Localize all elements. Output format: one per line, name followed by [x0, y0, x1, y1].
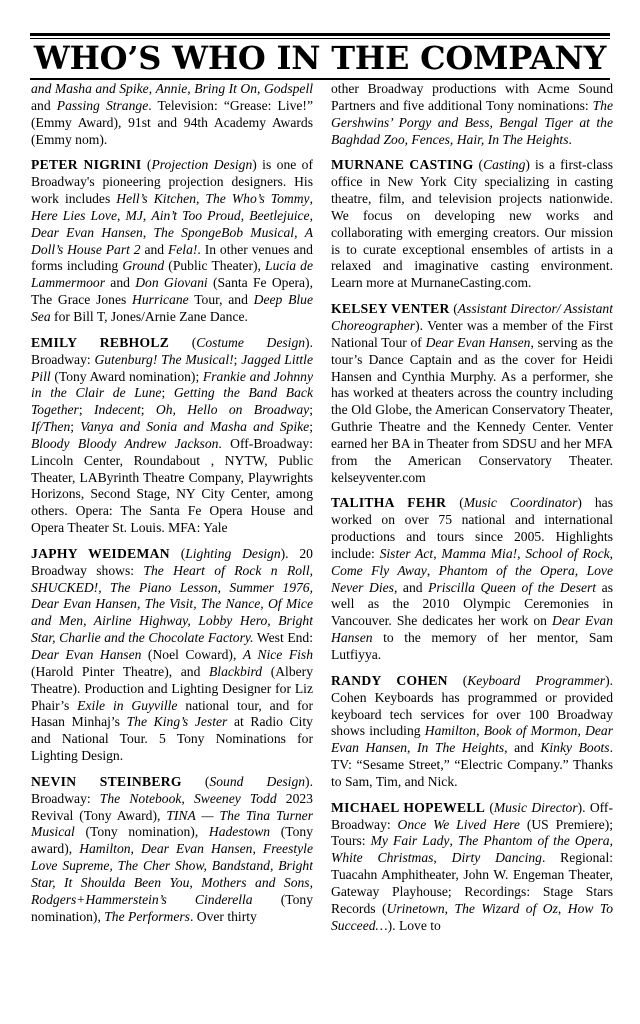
- bio-italic-text: Gutenburg! The Musical!: [94, 351, 234, 367]
- bio-italic-text: Dear Evan Hansen: [425, 334, 531, 350]
- bio-text: (US Premiere); Tours:: [331, 816, 613, 849]
- bio-italic-text: The Gershwins’ Porgy and Bess, Bengal Tiger at the Baghdad Zoo, Fences, Hair, In The Heights: [331, 97, 613, 147]
- bio-text: West End:: [253, 630, 313, 646]
- bio-italic-text: Lucia de Lammermoor: [31, 258, 313, 291]
- bio-text: ) is one of Broadway's pioneering projection designers. His work includes: [31, 157, 313, 207]
- bio-text: ,: [142, 207, 152, 223]
- bio-entry: [31, 335, 313, 537]
- bio-italic-text: Passing Strange: [56, 97, 149, 113]
- bio-text: ,: [187, 81, 195, 96]
- bio-text: (Albery Theatre). Production and Lighting Designer for Liz Phair’s: [31, 663, 313, 713]
- bio-italic-text: and Masha and Spike: [31, 81, 149, 96]
- bio-entry: [331, 81, 613, 148]
- bio-entry: [331, 495, 613, 663]
- bio-name: MURNANE CASTING: [331, 157, 474, 173]
- bio-italic-text: The King’s Jester: [126, 714, 228, 730]
- bio-italic-text: Lighting Design: [185, 545, 281, 561]
- bio-italic-text: Jagged Little Pill: [31, 351, 313, 384]
- bio-text: ). Love to: [387, 917, 441, 933]
- bio-italic-text: School of Rock: [525, 545, 610, 561]
- bio-italic-text: Hadestown: [208, 824, 271, 840]
- bio-text: (: [485, 799, 494, 815]
- bio-italic-text: In The Heights: [417, 740, 505, 756]
- bio-italic-text: Fela!: [167, 241, 198, 257]
- page-title: WHO’S WHO IN THE COMPANY: [33, 39, 607, 77]
- bio-text: (: [473, 157, 484, 173]
- bio-text: and: [105, 275, 136, 291]
- bio-entry: [331, 157, 613, 292]
- bio-italic-text: Come Fly Away: [331, 562, 427, 578]
- bio-text: ,: [433, 545, 442, 561]
- bio-entry: [331, 673, 613, 791]
- bio-text: ,: [574, 562, 587, 578]
- bio-text: (Tony nomination),: [74, 824, 209, 840]
- bio-text: ,: [148, 81, 156, 96]
- bio-italic-text: Deep Blue Sea: [31, 292, 313, 324]
- bio-italic-text: Ground: [122, 258, 165, 274]
- bio-italic-text: Mamma Mia!: [441, 545, 518, 561]
- bio-text: ,: [426, 562, 439, 578]
- bio-text: ;: [70, 419, 81, 435]
- bio-italic-text: Hell’s Kitchen: [116, 191, 197, 207]
- header-rule-thick: [30, 33, 610, 36]
- bio-text: ). Off-Broadway:: [331, 799, 613, 832]
- bio-name: TALITHA FEHR: [331, 495, 447, 511]
- bio-italic-text: Sound Design: [209, 773, 306, 789]
- bio-name: KELSEY VENTER: [331, 301, 450, 317]
- bio-text: ;: [78, 402, 94, 418]
- bio-text: , and: [504, 740, 541, 756]
- bio-italic-text: Costume Design: [196, 334, 306, 350]
- bio-text: Tour, and: [188, 292, 254, 308]
- bio-italic-text: Music Director: [493, 799, 578, 815]
- bio-italic-text: Assistant Director/ Assistant Choreographer: [331, 301, 613, 333]
- bio-text: (Public Theater),: [164, 258, 266, 274]
- bio-text: . Regional: Tuacahn Amphitheater, John W. Engeman Theater, Gateway Playhouse; Recordings: Stage Stars Records (: [331, 850, 613, 916]
- bio-italic-text: Here Lies Love: [31, 207, 117, 223]
- bio-italic-text: MJ: [125, 207, 143, 223]
- bio-text: . Television: “Grease: Live!” (Emmy Award), 91st and 94th Academy Awards (Emmy nom).: [31, 97, 313, 147]
- bio-text: ,: [117, 207, 126, 223]
- bio-text: ). Venter was a member of the First National Tour of: [331, 317, 613, 350]
- bio-text: ,: [517, 545, 526, 561]
- bio-text: ,: [476, 723, 484, 739]
- bio-italic-text: The Wizard of Oz: [454, 900, 558, 916]
- bio-text: (Tony Award nomination);: [50, 368, 203, 384]
- bio-text: .: [568, 131, 572, 147]
- bio-italic-text: Oh, Hello on Broadway: [155, 402, 310, 418]
- bio-text: ,: [142, 224, 154, 240]
- bio-text: . Off-Broadway: Lincoln Center, Roundabout , NYTW, Public Theater, LAByrinth Theatre Company, Playwrights Horizons, Second Stage, NY City Center, among others. Opera: The Santa Fe Opera House and Opera Theater St. Louis. MFA: Yale: [31, 435, 313, 536]
- bio-italic-text: Once We Lived Here: [397, 816, 520, 832]
- bio-italic-text: How To Succeed…: [331, 900, 613, 933]
- bio-entry: [331, 301, 613, 486]
- bio-text: ,: [257, 81, 264, 96]
- bio-italic-text: Music Coordinator: [463, 495, 578, 511]
- bio-text: ) has worked on over 75 national and international productions and tours since 2005. Highlights include:: [331, 495, 613, 561]
- bio-text: ;: [233, 351, 242, 367]
- bio-text: ) is a first-class office in New York City specializing in casting theatre, film, and television projects nationwide. We focus on developing new works and collaborating with emerging creators. Our mission is to curate exceptional ensembles of artists in a relaxed and imaginative casting environment. Learn more at MurnaneCasting.com.: [331, 157, 613, 291]
- bio-text: ,: [609, 833, 613, 849]
- bio-text: 2023 Revival (Tony Award),: [31, 790, 313, 823]
- bio-italic-text: Keyboard Programmer: [467, 672, 606, 688]
- bio-name: PETER NIGRINI: [31, 157, 142, 173]
- bio-italic-text: Blackbird: [209, 663, 263, 679]
- bio-entry: [31, 774, 313, 926]
- bio-text: (Tony nomination),: [31, 891, 313, 924]
- bio-italic-text: A Nice Fish: [242, 647, 313, 662]
- bio-text: . TV: “Sesame Street,” “Electric Company.” Thanks to Sam, Tim, and Nick.: [331, 740, 613, 789]
- bio-italic-text: The Performers: [104, 908, 190, 924]
- bio-text: other Broadway productions with Acme Sound Partners and five additional Tony nominations:: [331, 81, 613, 113]
- bio-text: ,: [433, 850, 452, 866]
- bio-text: (Noel Coward),: [141, 647, 243, 662]
- bio-italic-text: Exile in Guyville: [77, 697, 178, 713]
- bio-italic-text: Bloody Bloody Andrew Jackson: [31, 435, 219, 451]
- bio-text: (: [446, 495, 464, 511]
- right-column: [331, 80, 613, 1008]
- bio-italic-text: The Who’s Tommy: [205, 191, 310, 207]
- bio-text: (: [449, 301, 458, 317]
- bio-text: ,: [240, 207, 250, 223]
- bio-italic-text: Dear Evan Hansen: [31, 647, 142, 662]
- bio-entry: [31, 157, 313, 325]
- bio-text: (: [169, 334, 197, 350]
- bio-italic-text: Priscilla Queen of the Desert: [428, 579, 597, 595]
- bio-italic-text: Phantom of the Opera: [438, 562, 575, 578]
- bio-text: ). Broadway:: [31, 773, 313, 806]
- bio-italic-text: Godspell: [263, 81, 313, 96]
- bio-italic-text: A Doll’s House Part 2: [31, 224, 313, 257]
- bio-text: ,: [444, 900, 455, 916]
- bio-italic-text: Dear Evan Hansen: [331, 613, 613, 646]
- bio-italic-text: If/Then: [31, 419, 71, 435]
- bio-italic-text: Dirty Dancing: [451, 850, 542, 866]
- bio-italic-text: Urinetown: [386, 900, 445, 916]
- bio-text: ;: [309, 419, 313, 435]
- bio-italic-text: Hamilton, Dear Evan Hansen, Freestyle Love Supreme, The Cher Show, Bandstand, Bright Star, It Shoulda Been You, Mothers and Sons, Rodgers+Hammerstein’s Cinderella: [31, 841, 313, 907]
- bio-italic-text: Casting: [483, 157, 526, 173]
- bio-text: ,: [609, 545, 613, 561]
- bio-italic-text: Dear Evan Hansen: [31, 224, 143, 240]
- bio-entry: [31, 81, 313, 148]
- bio-text: (: [447, 672, 468, 688]
- bio-name: MICHAEL HOPEWELL: [331, 799, 486, 815]
- bio-italic-text: Dear Evan Hansen: [331, 723, 613, 756]
- bio-italic-text: Bring It On: [194, 81, 258, 96]
- bio-italic-text: Annie: [155, 81, 188, 96]
- bio-text: (Harold Pinter Theatre), and: [31, 663, 209, 679]
- bio-text: ,: [577, 723, 586, 739]
- bio-italic-text: Getting the Band Back Together: [31, 385, 313, 418]
- bio-italic-text: Love Never Dies: [331, 562, 613, 595]
- bio-name: RANDY COHEN: [331, 672, 448, 688]
- bio-entry: [331, 800, 613, 935]
- bio-italic-text: Don Giovani: [135, 275, 208, 291]
- bio-italic-text: TINA — The Tina Turner Musical: [31, 807, 313, 840]
- bio-text: ,: [309, 191, 313, 207]
- bio-text: ,: [449, 833, 458, 849]
- bio-text: (: [141, 157, 152, 173]
- bio-text: (Santa Fe Opera), The Grace Jones: [31, 275, 313, 308]
- bio-text: ,: [196, 191, 206, 207]
- bio-text: ,: [407, 740, 418, 756]
- bio-text: for Bill T, Jones/Arnie Zane Dance.: [50, 308, 248, 324]
- bio-text: ;: [309, 402, 313, 418]
- bio-text: ). 20 Broadway shows:: [31, 545, 313, 578]
- bio-name: EMILY REBHOLZ: [31, 334, 170, 350]
- bio-text: ,: [294, 224, 305, 240]
- bio-italic-text: The Heart of Rock n Roll, SHUCKED!, The Piano Lesson, Summer 1976, Dear Evan Hansen, The Visit, The Nance, Of Mice and Men, Airline Highway, Lobby Hero, Bright Star, Charlie and the Chocolate Factory.: [31, 562, 313, 646]
- bio-italic-text: Kinky Boots: [540, 740, 610, 756]
- left-column: [31, 80, 313, 1008]
- bio-text: ). Cohen Keyboards has programmed or provided keyboard tech services for over 100 Broadway shows including: [331, 672, 613, 739]
- bio-italic-text: The Phantom of the Opera: [457, 833, 610, 849]
- bio-text: and: [140, 241, 168, 257]
- bio-italic-text: Hurricane: [132, 292, 189, 308]
- bio-italic-text: Projection Design: [151, 157, 253, 173]
- bio-text: , and: [393, 579, 429, 595]
- bio-text: national tour, and for Hasan Minhaj’s: [31, 697, 313, 730]
- bio-text: ). Broadway:: [31, 334, 313, 367]
- bio-name: JAPHY WEIDEMAN: [31, 545, 170, 561]
- bio-italic-text: Hamilton: [424, 723, 477, 739]
- bio-italic-text: Frankie and Johnny in the Clair de Lune: [31, 368, 313, 401]
- bio-text: (Tony award),: [31, 824, 313, 857]
- bio-italic-text: White Christmas: [331, 850, 434, 866]
- bio-italic-text: The SpongeBob Musical: [153, 224, 295, 240]
- bio-text: (: [181, 773, 210, 789]
- bio-text: ,: [309, 207, 313, 223]
- bio-italic-text: Book of Mormon: [483, 723, 578, 739]
- bio-text: ;: [161, 385, 174, 401]
- bio-italic-text: My Fair Lady: [370, 833, 450, 849]
- bio-entry: [31, 546, 313, 765]
- bio-italic-text: Beetlejuice: [249, 207, 310, 223]
- bio-italic-text: The Notebook, Sweeney Todd: [99, 790, 277, 806]
- bio-italic-text: Indecent: [93, 402, 141, 418]
- bio-text: at Radio City and National Tour. 5 Tony Nominations for Lighting Design.: [31, 714, 313, 764]
- bio-italic-text: Ain’t Too Proud: [151, 207, 241, 223]
- bio-italic-text: Sister Act: [379, 545, 434, 561]
- bio-name: NEVIN STEINBERG: [31, 773, 182, 789]
- bio-italic-text: Vanya and Sonia and Masha and Spike: [80, 419, 310, 435]
- bio-text: . In other venues and forms including: [31, 241, 313, 274]
- bio-text: to the memory of her mentor, Sam Lutfiyya.: [331, 630, 613, 662]
- bio-text: , serving as the tour’s Dance Captain and as the cover for Heidi Hansen and Cynthia Murphy. As a performer, she has worked at theaters across the country including the Old Globe, the American Conservatory Theater, Guthrie Theatre and the Kennedy Center. Venter earned her BA in Theater from SDSU and her MFA from the American Conservatory Theater. kelseyventer.com: [331, 334, 613, 485]
- bio-text: ,: [557, 900, 568, 916]
- bio-text: as well as the 2010 Olympic Ceremonies in Vancouver. She dedicates her work on: [331, 579, 613, 629]
- bio-text: (: [169, 545, 186, 561]
- bio-text: and: [31, 97, 57, 113]
- bio-text: ;: [140, 402, 156, 418]
- bio-text: . Over thirty: [189, 908, 257, 924]
